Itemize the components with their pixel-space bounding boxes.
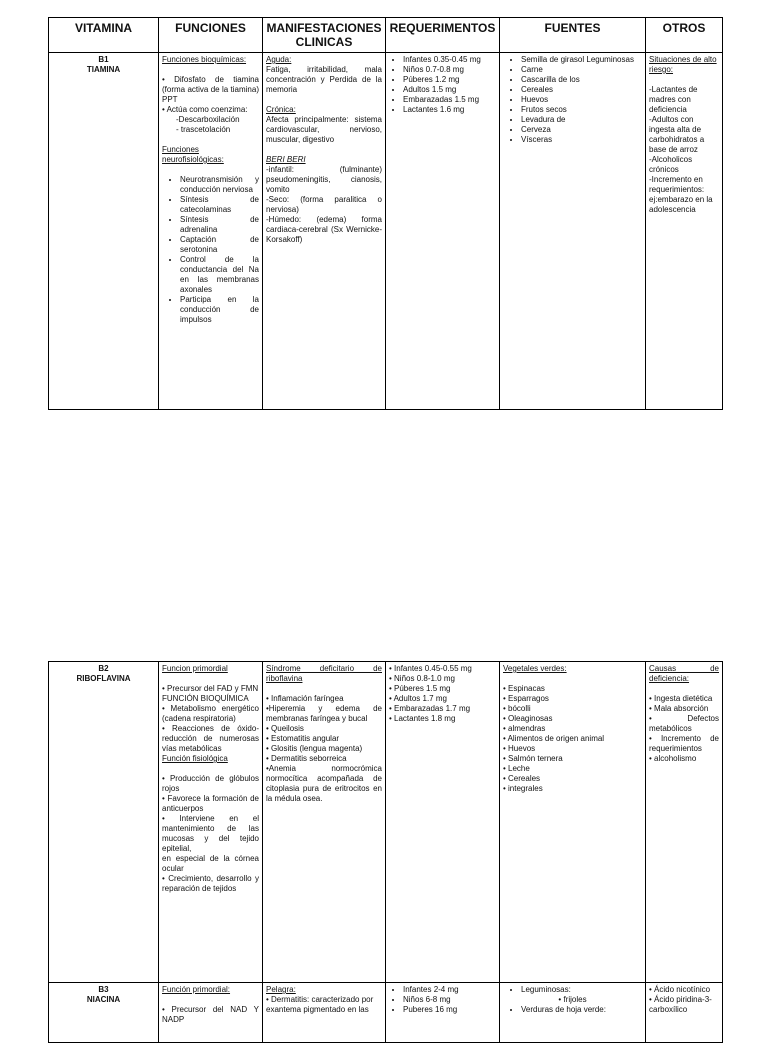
list-item: • Control de la conductancia del Na en las membranas axonales — [180, 255, 259, 295]
list-item: • Carne — [521, 65, 642, 75]
list-item: • Infantes 2-4 mg — [403, 985, 496, 995]
text-line: • Salmón ternera — [503, 754, 563, 763]
text-line: •Hiperemia y edema de membranas faríngea y bucal — [266, 704, 382, 723]
text-line: • Dermatitis: caracterizado por — [266, 995, 374, 1004]
table-row-b2 — [49, 662, 723, 983]
text-line: • Dermatitis seborreica — [266, 754, 347, 763]
section-heading: Síndrome deficitario de riboflavina — [266, 664, 382, 683]
list-item: • Niños 6-8 mg — [403, 995, 496, 1005]
bullet-list — [503, 985, 642, 995]
list-item: • Púberes 1.2 mg — [403, 75, 496, 85]
text-line: -Descarboxilación — [176, 115, 240, 124]
section-heading: Funcion primordial — [162, 664, 228, 673]
vitamin-cell-b3 — [49, 983, 159, 1043]
text-line: • frijoles — [558, 995, 587, 1004]
requerimientos-cell-b3 — [386, 983, 500, 1043]
text-line: • Interviene en el mantenimiento de las mucosas y del tejido epitelial, — [162, 814, 259, 853]
list-item: • Participa en la conducción de impulsos — [180, 295, 259, 325]
text-line: • Mala absorción — [649, 704, 709, 713]
text-line: • Leche — [503, 764, 530, 773]
text-line: •Anemia normocrómica normocítica acompañada de citoplasia pura de eritrocitos en la médula osea. — [266, 764, 382, 803]
text-line: • Crecimiento, desarrollo y reparación de tejidos — [162, 874, 259, 893]
funciones-cell-b3 — [159, 983, 263, 1043]
text-line: • Cereales — [503, 774, 541, 783]
text-line: • Incremento de requerimientos — [649, 734, 719, 753]
section-heading: Situaciones de alto riesgo: — [649, 55, 717, 74]
text-line: Afecta principalmente: sistema cardiovascular, nervioso, muscular, digestivo — [266, 115, 382, 144]
list-item: • Verduras de hoja verde: — [521, 1005, 642, 1015]
list-item: • Cascarilla de los — [521, 75, 642, 85]
text-line: -Lactantes de madres con deficiencia — [649, 85, 698, 114]
vitamin-table-b2-b3 — [48, 661, 723, 1043]
funciones-cell-b1 — [159, 53, 263, 410]
list-item: • Huevos — [521, 95, 642, 105]
requerimientos-cell-b2 — [386, 662, 500, 983]
section-heading: BERI BERI — [266, 155, 306, 164]
bullet-list — [389, 55, 496, 115]
list-item: • Síntesis de catecolaminas — [180, 195, 259, 215]
vitamin-code: B2 — [98, 664, 109, 673]
text-line: -Adultos con ingesta alta de carbohidratos a base de arroz — [649, 115, 705, 154]
list-item: • Cereales — [521, 85, 642, 95]
text-line: • Queilosis — [266, 724, 304, 733]
list-item: • Infantes 0.35-0.45 mg — [403, 55, 496, 65]
text-line: • Adultos 1.7 mg — [389, 694, 447, 703]
manifestaciones-cell-b2 — [263, 662, 386, 983]
list-item: • Lactantes 1.6 mg — [403, 105, 496, 115]
text-line: -Húmedo: (edema) forma cardiaca-cerebral (Sx Wernicke- Korsakoff) — [266, 215, 382, 244]
vitamin-code: B3 — [98, 985, 109, 994]
text-line: -Seco: (forma paralitica o nerviosa) — [266, 195, 382, 214]
section-heading: Funciones neurofisiológicas: — [162, 145, 224, 164]
list-item: • Frutos secos — [521, 105, 642, 115]
text-line: • Niños 0.8-1.0 mg — [389, 674, 455, 683]
text-line: -Alcoholicos crónicos — [649, 155, 693, 174]
list-item: • Captación de serotonina — [180, 235, 259, 255]
text-line: • Esparragos — [503, 694, 549, 703]
bullet-list — [162, 175, 259, 325]
text-line: • Glositis (lengua magenta) — [266, 744, 363, 753]
text-line: • bócolli — [503, 704, 531, 713]
list-item: • Semilla de girasol Leguminosas — [521, 55, 642, 65]
list-item: • Vísceras — [521, 135, 642, 145]
bullet-list — [389, 985, 496, 1015]
text-line: • Favorece la formación de anticuerpos — [162, 794, 259, 813]
table-row-b1 — [49, 53, 723, 410]
text-line: • Actúa como coenzima: — [162, 105, 248, 114]
text-line: • Púberes 1.5 mg — [389, 684, 451, 693]
text-line: • alcoholismo — [649, 754, 697, 763]
text-line: • Inflamación faríngea — [266, 694, 344, 703]
manifestaciones-cell-b1 — [263, 53, 386, 410]
fuentes-cell-b3 — [500, 983, 646, 1043]
list-item: • Puberes 16 mg — [403, 1005, 496, 1015]
text-line: • Alimentos de origen animal — [503, 734, 605, 743]
table-row-b3 — [49, 983, 723, 1043]
section-heading: Causas de deficiencia: — [649, 664, 719, 683]
otros-cell-b1 — [646, 53, 723, 410]
text-line: • Embarazadas 1.7 mg — [389, 704, 471, 713]
header-fuentes: FUENTES — [500, 18, 646, 53]
text-line: • Metabolismo energético (cadena respiratoria) — [162, 704, 259, 723]
text-line: • Precursor del FAD y FMN — [162, 684, 259, 693]
text-line: • Reacciones de óxido-reducción de numerosas vías metabólicas — [162, 724, 259, 753]
text-line: • Defectos metabólicos — [649, 714, 719, 733]
text-line: • Oleaginosas — [503, 714, 553, 723]
section-heading: Vegetales verdes: — [503, 664, 567, 673]
text-line: • Ingesta dietética — [649, 694, 713, 703]
text-line: • Precursor del NAD Y NADP — [162, 1005, 259, 1024]
sub-item: frijoles — [563, 995, 587, 1004]
header-manifestaciones: MANIFESTACIONES CLINICAS — [263, 18, 386, 53]
text-line: • Ácido nicotínico — [649, 985, 711, 994]
list-item: • Embarazadas 1.5 mg — [403, 95, 496, 105]
vitamin-code: B1 — [98, 55, 109, 64]
bullet-list — [503, 55, 642, 145]
text-line: -infantil: (fulminante) pseudomeningitis, cianosis, vomito — [266, 165, 382, 194]
text-line: • almendras — [503, 724, 546, 733]
vitamin-table-b1 — [48, 17, 723, 410]
list-item: • Niños 0.7-0.8 mg — [403, 65, 496, 75]
text-line: • Estomatitis angular — [266, 734, 340, 743]
header-requerimientos: REQUERIMENTOS — [386, 18, 500, 53]
header-funciones: FUNCIONES — [159, 18, 263, 53]
list-item: • Levadura de — [521, 115, 642, 125]
text-line: - trascetolación — [176, 125, 231, 134]
list-item: • Leguminosas: — [521, 985, 642, 995]
section-heading: Función fisiológica — [162, 754, 228, 763]
section-heading: Funciones bioquímicas: — [162, 55, 247, 64]
text-line: Fatiga, irritabilidad, mala concentración y Perdida de la memoria — [266, 65, 382, 94]
list-item: • Cerveza — [521, 125, 642, 135]
text-line: • Producción de glóbulos rojos — [162, 774, 259, 793]
text-line: en especial de la córnea ocular — [162, 854, 259, 873]
list-item: • Síntesis de adrenalina — [180, 215, 259, 235]
vitamin-name: RIBOFLAVINA — [76, 674, 131, 683]
vitamin-cell-b2 — [49, 662, 159, 983]
text-line: • integrales — [503, 784, 543, 793]
text-line: exantema pigmentado en las — [266, 1005, 369, 1014]
text-line: FUNCIÓN BIOQUÍMICA — [162, 694, 249, 703]
funciones-cell-b2 — [159, 662, 263, 983]
fuentes-cell-b2 — [500, 662, 646, 983]
vitamin-name: TIAMINA — [86, 65, 121, 74]
text-line: • Difosfato de tiamina (forma activa de la tiamina) PPT — [162, 75, 259, 104]
text-line: • Huevos — [503, 744, 536, 753]
list-item: • Adultos 1.5 mg — [403, 85, 496, 95]
header-vitamina: VITAMINA — [49, 18, 159, 53]
table-header-row — [49, 18, 723, 53]
section-heading: Función primordial: — [162, 985, 231, 994]
text-line: • Lactantes 1.8 mg — [389, 714, 456, 723]
requerimientos-cell-b1 — [386, 53, 500, 410]
vitamin-name: NIACINA — [86, 995, 121, 1004]
list-item: • Neurotransmisión y conducción nerviosa — [180, 175, 259, 195]
otros-cell-b3 — [646, 983, 723, 1043]
header-otros: OTROS — [646, 18, 723, 53]
text-line: • Espinacas — [503, 684, 545, 693]
fuentes-cell-b1 — [500, 53, 646, 410]
bullet-list — [503, 1005, 642, 1015]
section-heading: Pelagra: — [266, 985, 296, 994]
otros-cell-b2 — [646, 662, 723, 983]
manifestaciones-cell-b3 — [263, 983, 386, 1043]
text-line: • Ácido piridina-3-carboxílico — [649, 995, 712, 1014]
section-heading: Aguda: — [266, 55, 292, 64]
section-heading: Crónica: — [266, 105, 296, 114]
text-line: • Infantes 0.45-0.55 mg — [389, 664, 472, 673]
text-line: -Incremento en requerimientos: ej:embarazo en la adolescencia — [649, 175, 713, 214]
vitamin-cell-b1 — [49, 53, 159, 410]
